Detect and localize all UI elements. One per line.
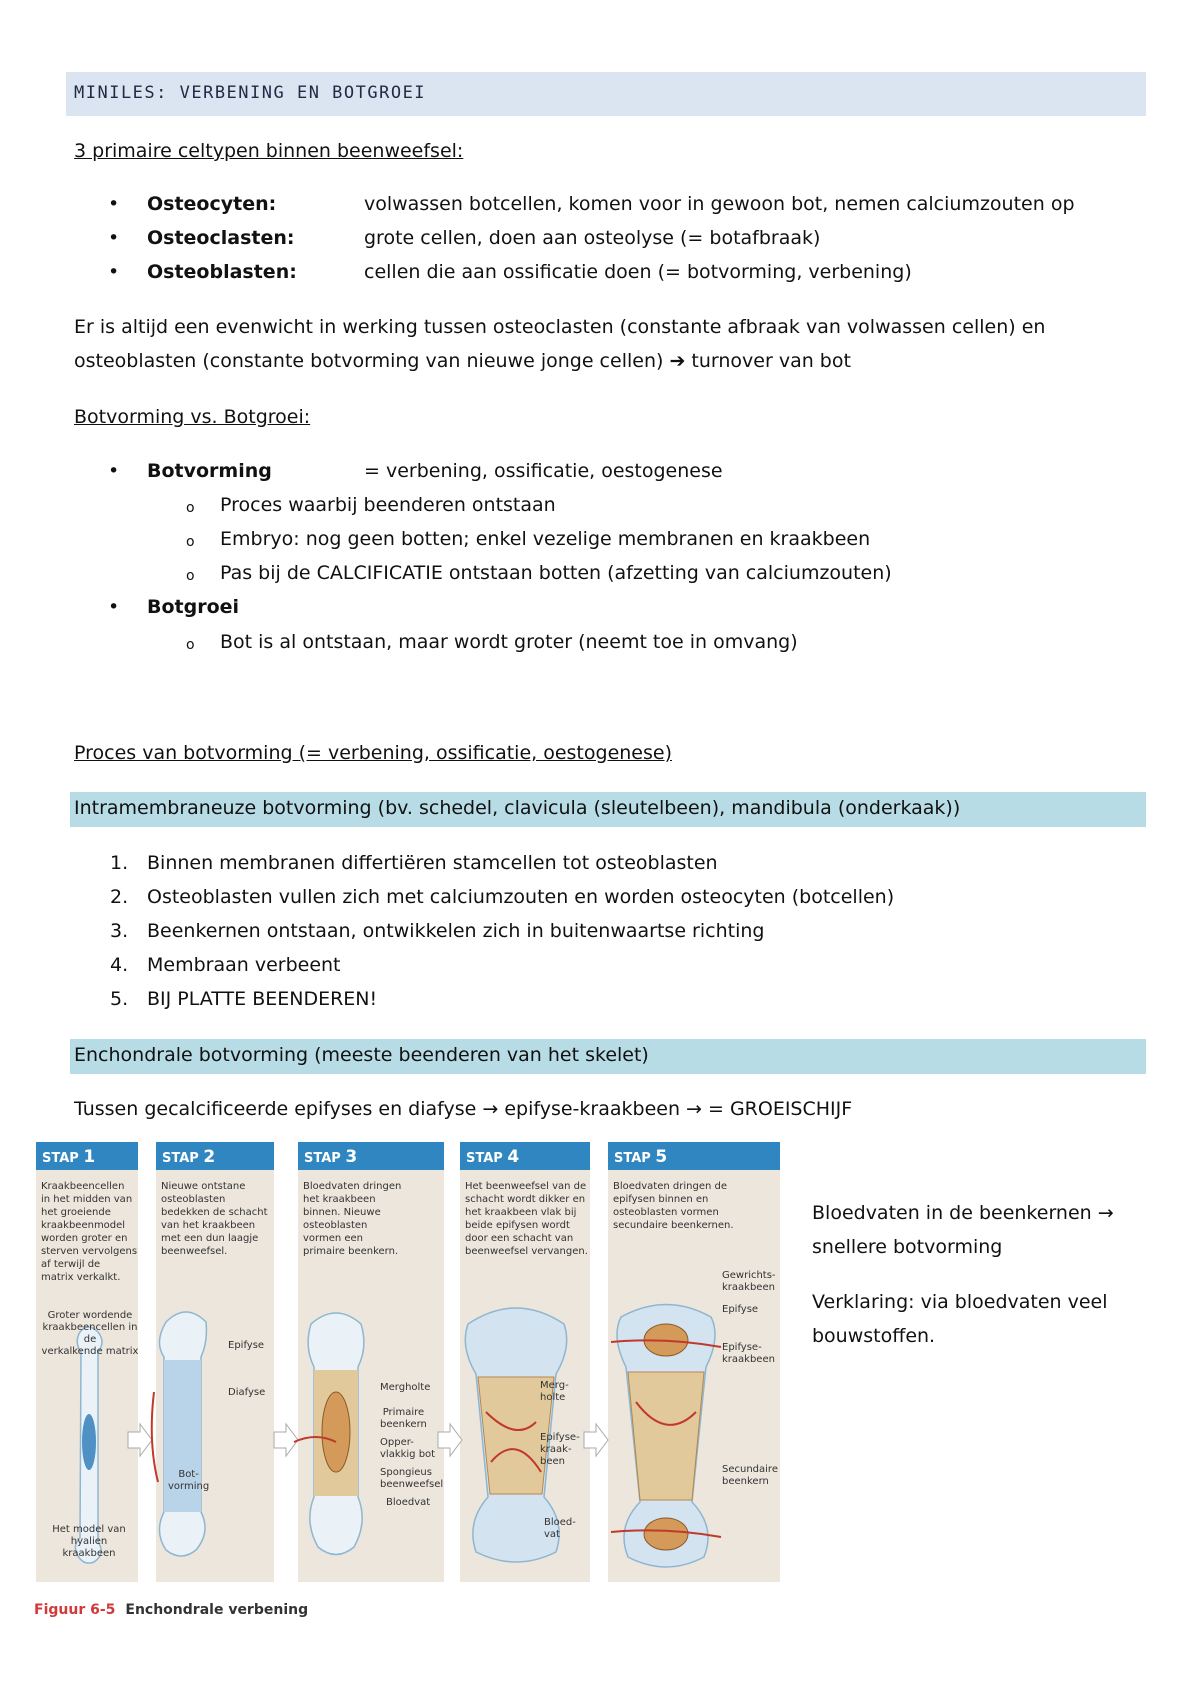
- sub-item: Pas bij de CALCIFICATIE ontstaan botten (afzetting van calciumzouten): [220, 562, 892, 584]
- bullet-icon: •: [108, 596, 120, 618]
- bullet-icon: •: [108, 227, 120, 249]
- stap-description: Nieuwe ontstane osteoblasten bedekken de schacht van het kraakbeen met een dun laagje beenweefsel.: [161, 1181, 268, 1257]
- label-diafyse: Diafyse: [228, 1387, 266, 1398]
- enchondral-figure: [36, 1142, 786, 1582]
- celltype-term: Osteoblasten:: [147, 261, 297, 283]
- caption-text: Enchondrale verbening: [125, 1602, 309, 1618]
- figure-caption: [34, 1602, 308, 1618]
- step-number: 3.: [110, 920, 129, 942]
- stap-description: Het beenweefsel van de schacht wordt dikker en het kraakbeen vlak bij beide epifysen wordt door een schacht van beenweefsel vervangen.: [465, 1181, 588, 1257]
- side-note-line: Bloedvaten in de beenkernen →: [812, 1202, 1114, 1224]
- label-secundaire: Secundaire beenkern: [722, 1464, 778, 1487]
- circle-bullet-icon: o: [186, 568, 195, 584]
- step-number: 5.: [110, 988, 129, 1010]
- stap-header: STAP 4: [460, 1142, 590, 1170]
- stap-header: STAP 5: [608, 1142, 780, 1170]
- sub-item: Bot is al ontstaan, maar wordt groter (neemt toe in omvang): [220, 631, 798, 653]
- label-epifyse5: Epifyse: [722, 1304, 759, 1315]
- secondary-ossification-bottom-shape: [644, 1518, 688, 1550]
- step-text: Beenkernen ontstaan, ontwikkelen zich in buitenwaartse richting: [147, 920, 765, 942]
- step-text: Membraan verbeent: [147, 954, 341, 976]
- label-model: Het model van hyalien kraakbeen: [52, 1524, 126, 1559]
- stap-description: Bloedvaten dringen de epifysen binnen en osteoblasten vormen secundaire beenkernen.: [613, 1181, 734, 1231]
- circle-bullet-icon: o: [186, 637, 195, 653]
- botvorming-term: Botvorming: [147, 460, 272, 482]
- bullet-icon: •: [108, 460, 120, 482]
- enlarged-cells-shape: [82, 1414, 96, 1470]
- stap-header: STAP 1: [36, 1142, 138, 1170]
- step-text: BIJ PLATTE BEENDEREN!: [147, 988, 378, 1010]
- sub-item: Proces waarbij beenderen ontstaan: [220, 494, 556, 516]
- diaphysis-shape: [628, 1372, 704, 1500]
- bone-illustration: [36, 1142, 786, 1582]
- side-note-line: snellere botvorming: [812, 1236, 1003, 1258]
- celltypes-heading: 3 primaire celtypen binnen beenweefsel:: [74, 140, 464, 162]
- label-primaire: Primaire beenkern: [380, 1407, 427, 1430]
- intramembraneous-title: Intramembraneuze botvorming (bv. schedel, clavicula (sleutelbeen), mandibula (onderkaak)): [74, 797, 961, 819]
- marrow-cavity-shape: [322, 1392, 350, 1472]
- balance-line: osteoblasten (constante botvorming van nieuwe jonge cellen) ➔ turnover van bot: [74, 350, 851, 372]
- caption-number: Figuur 6-5: [34, 1602, 116, 1618]
- bullet-icon: •: [108, 261, 120, 283]
- title-bar: [66, 72, 1146, 116]
- stap-description: Kraakbeencellen in het midden van het groeiende kraakbeenmodel worden groter en sterven vervolgens af terwijl de matrix verkalkt.: [41, 1181, 138, 1283]
- label-bloedvat4: Bloed- vat: [544, 1517, 576, 1540]
- proces-heading: Proces van botvorming (= verbening, ossificatie, oestogenese): [74, 742, 672, 764]
- botvorming-def: = verbening, ossificatie, oestogenese: [364, 460, 723, 482]
- step-text: Binnen membranen differtiëren stamcellen tot osteoblasten: [147, 852, 718, 874]
- botvorming-vs-heading: Botvorming vs. Botgroei:: [74, 406, 311, 428]
- celltype-term: Osteoclasten:: [147, 227, 295, 249]
- label-gewrichts: Gewrichts- kraakbeen: [722, 1270, 776, 1293]
- label-bloedvat: Bloedvat: [386, 1497, 431, 1508]
- blood-vessel-line: [152, 1392, 158, 1482]
- celltype-def: cellen die aan ossificatie doen (= botvorming, verbening): [364, 261, 912, 283]
- page-title: MINILES: VERBENING EN BOTGROEI: [74, 83, 427, 103]
- label-groter: Groter wordende kraakbeencellen in de verkalkende matrix: [41, 1310, 139, 1357]
- circle-bullet-icon: o: [186, 500, 195, 516]
- arrow-icon: [438, 1424, 462, 1456]
- side-note-line: Verklaring: via bloedvaten veel: [812, 1291, 1108, 1313]
- arrow-icon: [128, 1424, 152, 1456]
- groeischijf-line: Tussen gecalcificeerde epifyses en diafyse → epifyse-kraakbeen → = GROEISCHIJF: [74, 1098, 853, 1120]
- enchondral-title: Enchondrale botvorming (meeste beenderen van het skelet): [74, 1044, 649, 1066]
- celltype-def: volwassen botcellen, komen voor in gewoon bot, nemen calciumzouten op: [364, 193, 1075, 215]
- bullet-icon: •: [108, 193, 120, 215]
- arrow-icon: [584, 1424, 608, 1456]
- circle-bullet-icon: o: [186, 534, 195, 550]
- balance-line: Er is altijd een evenwicht in werking tussen osteoclasten (constante afbraak van volwassen cellen) en: [74, 316, 1046, 338]
- label-mergholte: Mergholte: [380, 1382, 431, 1393]
- step-number: 1.: [110, 852, 129, 874]
- step-number: 2.: [110, 886, 129, 908]
- stap-header: STAP 2: [156, 1142, 274, 1170]
- label-opper: Opper- vlakkig bot: [380, 1437, 436, 1460]
- sub-item: Embryo: nog geen botten; enkel vezelige membranen en kraakbeen: [220, 528, 871, 550]
- celltype-term: Osteocyten:: [147, 193, 277, 215]
- side-note-line: bouwstoffen.: [812, 1325, 936, 1347]
- celltype-def: grote cellen, doen aan osteolyse (= botafbraak): [364, 227, 821, 249]
- stap-header: STAP 3: [298, 1142, 444, 1170]
- stap-description: Bloedvaten dringen het kraakbeen binnen. Nieuwe osteoblasten vormen een primaire beenkern.: [303, 1181, 402, 1257]
- label-spongieus: Spongieus beenweefsel: [380, 1467, 444, 1490]
- arrow-icon: [274, 1424, 298, 1456]
- label-botvorming: Bot- vorming: [168, 1469, 210, 1492]
- step-text: Osteoblasten vullen zich met calciumzouten en worden osteocyten (botcellen): [147, 886, 895, 908]
- label-mergholte4: Merg- holte: [540, 1380, 569, 1403]
- label-epifysekraakbeen4: Epifyse- kraak- been: [540, 1432, 580, 1467]
- label-epifyse: Epifyse: [228, 1340, 265, 1351]
- step-number: 4.: [110, 954, 129, 976]
- label-epifysekraakbeen5: Epifyse- kraakbeen: [722, 1342, 775, 1365]
- intramembraneous-bar: [70, 792, 1146, 827]
- enchondral-bar: [70, 1039, 1146, 1074]
- botgroei-term: Botgroei: [147, 596, 240, 618]
